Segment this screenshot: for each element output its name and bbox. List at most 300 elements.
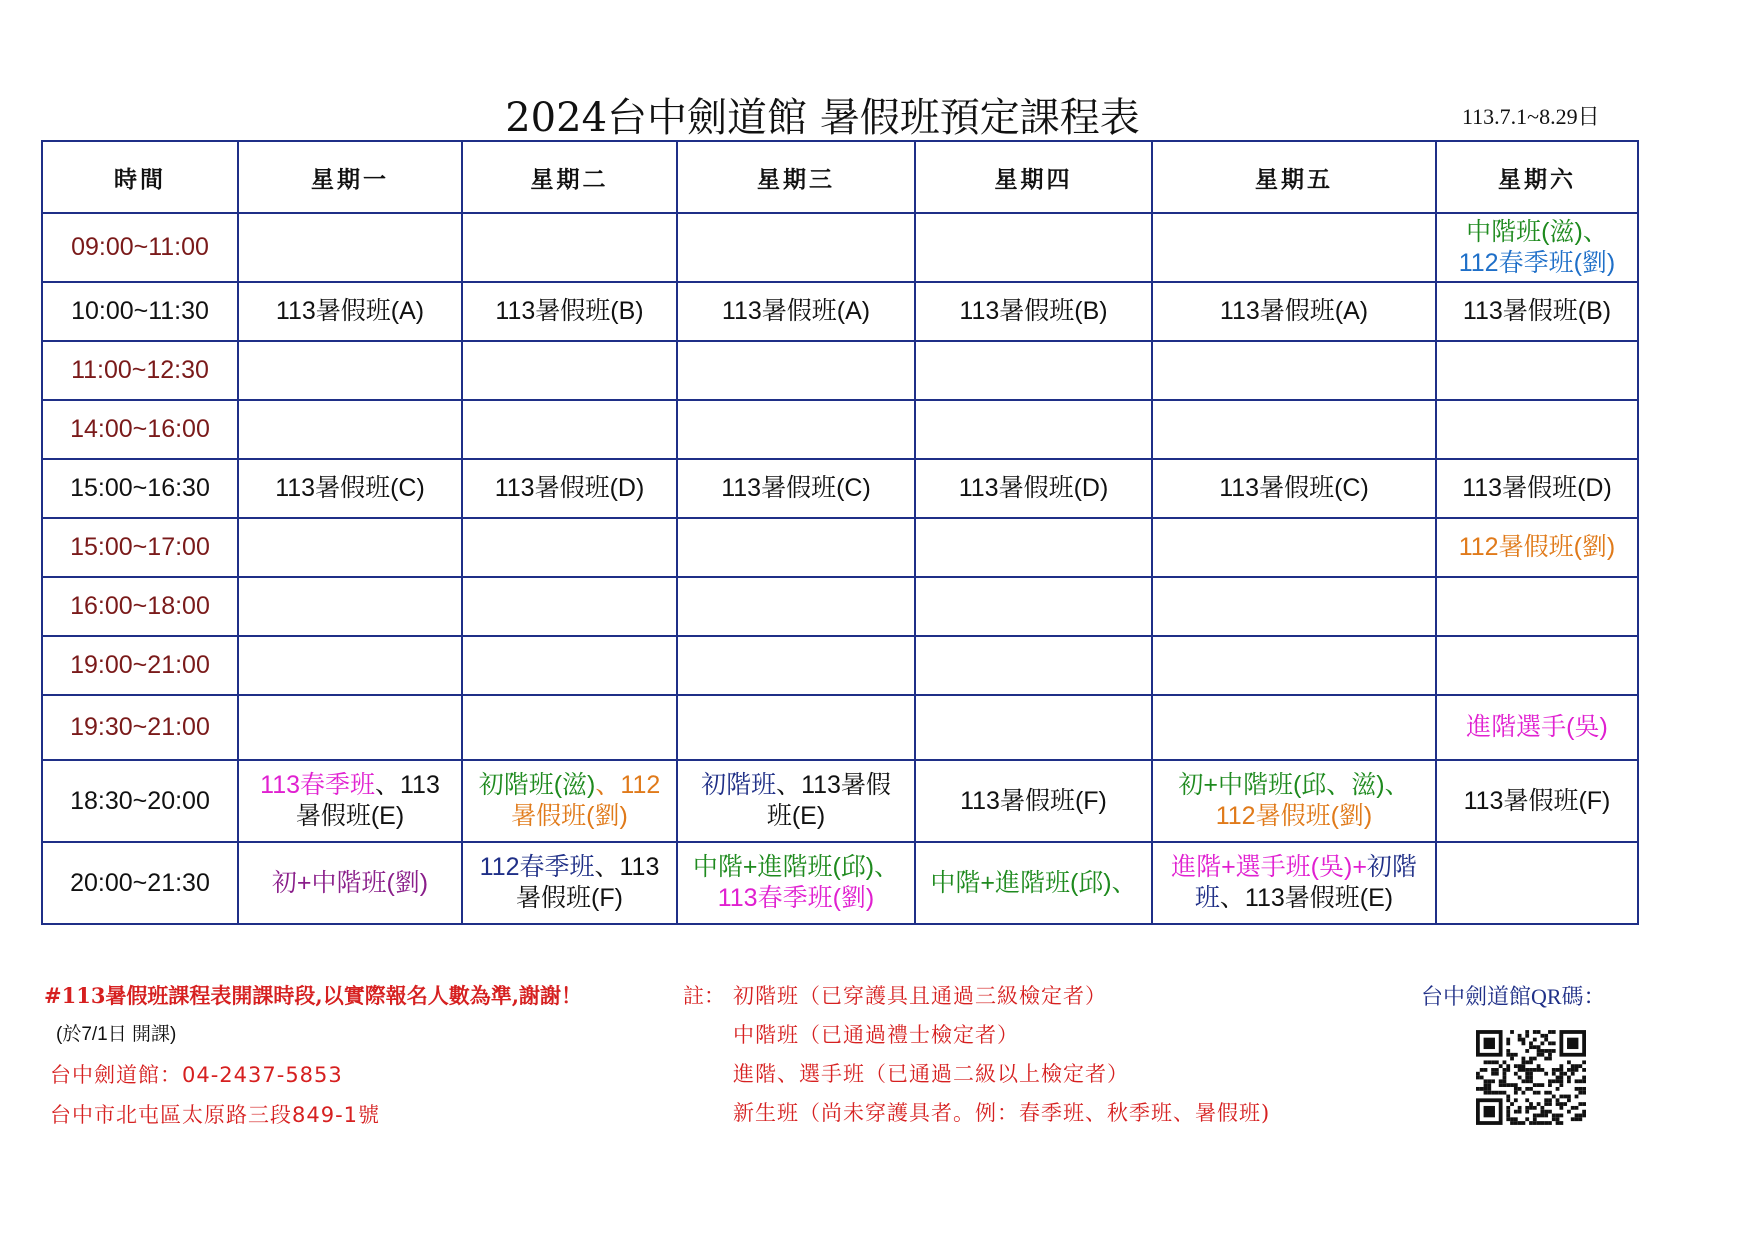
- class-cell-tuesday: [462, 842, 677, 924]
- qr-module: [1487, 1060, 1491, 1064]
- qr-module: [1544, 1121, 1548, 1125]
- class-label: 113暑假班(B): [959, 297, 1108, 325]
- header-thursday: 星期四: [915, 141, 1152, 213]
- schedule-row: [42, 459, 1638, 518]
- qr-module: [1559, 1095, 1563, 1099]
- class-cell-thursday: [915, 577, 1152, 636]
- footer-note-4: 新生班（尚未穿護具者。例：春季班、秋季班、暑假班): [733, 1101, 1271, 1125]
- qr-module: [1578, 1064, 1582, 1068]
- qr-module: [1476, 1087, 1480, 1091]
- class-cell-monday: [238, 459, 462, 518]
- qr-module: [1571, 1068, 1575, 1072]
- class-cell-wednesday: [677, 282, 915, 341]
- qr-module: [1533, 1117, 1537, 1121]
- class-cell-tuesday: [462, 518, 677, 577]
- qr-module: [1544, 1072, 1548, 1076]
- qr-module: [1582, 1114, 1586, 1118]
- qr-module: [1514, 1091, 1518, 1095]
- qr-module: [1529, 1106, 1533, 1110]
- qr-module: [1518, 1076, 1522, 1080]
- qr-module: [1529, 1045, 1533, 1049]
- qr-module: [1529, 1057, 1533, 1061]
- class-label: 113暑假班(F): [1463, 786, 1611, 815]
- qr-module: [1518, 1038, 1522, 1042]
- class-cell-saturday: [1436, 695, 1638, 760]
- qr-module: [1499, 1079, 1503, 1083]
- class-cell-thursday: [915, 842, 1152, 924]
- qr-module: [1518, 1087, 1522, 1091]
- qr-module: [1514, 1072, 1518, 1076]
- qr-module: [1559, 1079, 1563, 1083]
- qr-module: [1575, 1095, 1579, 1099]
- qr-module: [1525, 1110, 1529, 1114]
- header-tuesday: 星期二: [462, 141, 677, 213]
- class-cell-friday: [1152, 213, 1436, 282]
- qr-module: [1529, 1076, 1533, 1080]
- qr-module: [1495, 1068, 1499, 1072]
- qr-module: [1548, 1110, 1552, 1114]
- time-slot: 19:00~21:00: [42, 636, 238, 695]
- qr-module: [1503, 1060, 1507, 1064]
- qr-module: [1540, 1121, 1544, 1125]
- qr-module: [1514, 1098, 1518, 1102]
- qr-module: [1510, 1102, 1514, 1106]
- class-cell-monday: [238, 842, 462, 924]
- qr-module: [1529, 1068, 1533, 1072]
- qr-module: [1552, 1117, 1556, 1121]
- class-cell-saturday: [1436, 213, 1638, 282]
- qr-module: [1567, 1095, 1571, 1099]
- qr-module: [1525, 1079, 1529, 1083]
- qr-module: [1514, 1083, 1518, 1087]
- time-slot: 20:00~21:30: [42, 842, 238, 924]
- qr-module: [1518, 1110, 1522, 1114]
- qr-module: [1544, 1049, 1548, 1053]
- class-label: 113暑假班(C): [275, 474, 425, 502]
- footer-qr-label: 台中劍道館QR碼：: [1421, 984, 1606, 1009]
- class-label: 中階+進階班(邱)、: [692, 853, 900, 881]
- date-range: 113.7.1~8.29日: [1462, 104, 1600, 129]
- class-cell-thursday: [915, 518, 1152, 577]
- qr-module: [1506, 1117, 1510, 1121]
- class-cell-friday: [1152, 341, 1436, 400]
- qr-module: [1571, 1072, 1575, 1076]
- class-cell-friday: [1152, 695, 1436, 760]
- class-label: 中階班(滋)、: [1466, 217, 1608, 246]
- qr-module: [1510, 1053, 1514, 1057]
- class-cell-friday: [1152, 636, 1436, 695]
- class-cell-saturday: [1436, 400, 1638, 459]
- header-row: [42, 141, 1638, 213]
- qr-module: [1559, 1076, 1563, 1080]
- qr-module: [1510, 1030, 1514, 1034]
- qr-module: [1540, 1049, 1544, 1053]
- qr-module: [1540, 1068, 1544, 1072]
- qr-module: [1525, 1034, 1529, 1038]
- schedule-row: [42, 282, 1638, 341]
- qr-module: [1503, 1076, 1507, 1080]
- class-label: 113暑假班(A): [721, 297, 871, 325]
- qr-module: [1480, 1068, 1484, 1072]
- qr-module: [1578, 1091, 1582, 1095]
- qr-module: [1533, 1114, 1537, 1118]
- class-cell-tuesday: [462, 400, 677, 459]
- qr-module: [1529, 1072, 1533, 1076]
- time-slot: 14:00~16:00: [42, 400, 238, 459]
- class-cell-saturday: [1436, 282, 1638, 341]
- time-slot: 15:00~16:30: [42, 459, 238, 518]
- qr-module: [1544, 1034, 1548, 1038]
- qr-module: [1578, 1114, 1582, 1118]
- qr-module: [1487, 1079, 1491, 1083]
- qr-module: [1518, 1106, 1522, 1110]
- qr-module: [1529, 1087, 1533, 1091]
- qr-module: [1537, 1064, 1541, 1068]
- qr-module: [1556, 1121, 1560, 1125]
- qr-module: [1480, 1087, 1484, 1091]
- qr-module: [1525, 1117, 1529, 1121]
- class-cell-wednesday: [677, 341, 915, 400]
- schedule-row: [42, 577, 1638, 636]
- qr-module: [1525, 1072, 1529, 1076]
- class-cell-saturday: [1436, 518, 1638, 577]
- class-cell-tuesday: [462, 636, 677, 695]
- qr-module: [1506, 1110, 1510, 1114]
- qr-module: [1575, 1117, 1579, 1121]
- qr-module: [1537, 1049, 1541, 1053]
- header-wednesday: 星期三: [677, 141, 915, 213]
- class-label: 暑假班(E): [295, 802, 405, 830]
- class-label: 初階: [1366, 853, 1417, 881]
- qr-module: [1533, 1038, 1537, 1042]
- qr-module: [1548, 1121, 1552, 1125]
- qr-module: [1476, 1076, 1480, 1080]
- qr-module: [1548, 1053, 1552, 1057]
- qr-module: [1533, 1030, 1537, 1034]
- qr-module: [1525, 1106, 1529, 1110]
- class-label: 113暑假班(C): [1219, 474, 1369, 502]
- class-cell-saturday: [1436, 760, 1638, 842]
- qr-module: [1525, 1098, 1529, 1102]
- qr-module: [1556, 1076, 1560, 1080]
- qr-module: [1571, 1106, 1575, 1110]
- class-cell-tuesday: [462, 282, 677, 341]
- qr-module: [1567, 1068, 1571, 1072]
- qr-module: [1544, 1102, 1548, 1106]
- footer-address: 台中市北屯區太原路三段849-1號: [50, 1103, 381, 1127]
- qr-module: [1525, 1049, 1529, 1053]
- footer-note-label: 註：: [683, 984, 725, 1008]
- header-monday: 星期一: [238, 141, 462, 213]
- qr-module: [1548, 1030, 1552, 1034]
- qr-module: [1518, 1034, 1522, 1038]
- qr-module: [1484, 1038, 1495, 1049]
- header-saturday: 星期六: [1436, 141, 1638, 213]
- class-cell-monday: [238, 577, 462, 636]
- class-cell-friday: [1152, 518, 1436, 577]
- schedule-row: [42, 760, 1638, 842]
- qr-module: [1484, 1087, 1488, 1091]
- qr-module: [1582, 1102, 1586, 1106]
- qr-module: [1575, 1114, 1579, 1118]
- class-label: 初+中階班(邱、滋)、: [1178, 771, 1410, 799]
- class-cell-wednesday: [677, 213, 915, 282]
- qr-module: [1540, 1053, 1544, 1057]
- class-label: 112春季班(劉): [1458, 248, 1616, 277]
- time-slot: 09:00~11:00: [42, 213, 238, 282]
- class-cell-friday: [1152, 577, 1436, 636]
- class-cell-monday: [238, 636, 462, 695]
- qr-module: [1559, 1102, 1563, 1106]
- qr-module: [1484, 1106, 1495, 1117]
- qr-module: [1537, 1053, 1541, 1057]
- class-cell-thursday: [915, 695, 1152, 760]
- schedule-row: [42, 842, 1638, 924]
- qr-module: [1559, 1083, 1563, 1087]
- class-label: 113暑假班(F): [960, 786, 1107, 815]
- qr-module: [1522, 1038, 1526, 1042]
- qr-module: [1499, 1091, 1503, 1095]
- class-label: 113春季班(劉): [717, 884, 875, 912]
- footer-note-3: 進階、選手班（已通過二級以上檢定者）: [733, 1062, 1129, 1086]
- qr-module: [1484, 1068, 1488, 1072]
- qr-module: [1514, 1064, 1518, 1068]
- qr-module: [1548, 1091, 1552, 1095]
- class-cell-monday: [238, 695, 462, 760]
- qr-module: [1510, 1057, 1514, 1061]
- qr-module: [1582, 1110, 1586, 1114]
- qr-module: [1491, 1072, 1495, 1076]
- time-slot: 10:00~11:30: [42, 282, 238, 341]
- qr-module: [1495, 1060, 1499, 1064]
- qr-module: [1480, 1076, 1484, 1080]
- qr-module: [1575, 1079, 1579, 1083]
- qr-module: [1578, 1117, 1582, 1121]
- class-label: 進階+選手班(吳)+: [1171, 853, 1367, 881]
- qr-module: [1491, 1091, 1495, 1095]
- qr-module: [1559, 1072, 1563, 1076]
- qr-module: [1529, 1060, 1533, 1064]
- qr-module: [1514, 1087, 1518, 1091]
- class-cell-wednesday: [677, 760, 915, 842]
- qr-module: [1548, 1098, 1552, 1102]
- qr-module: [1559, 1064, 1563, 1068]
- qr-module: [1578, 1087, 1582, 1091]
- qr-module: [1525, 1060, 1529, 1064]
- class-cell-saturday: [1436, 577, 1638, 636]
- qr-module: [1529, 1079, 1533, 1083]
- footer-start-date: (於7/1日 開課): [56, 1024, 177, 1045]
- class-cell-monday: [238, 400, 462, 459]
- qr-module: [1503, 1083, 1507, 1087]
- qr-module: [1522, 1121, 1526, 1125]
- qr-module: [1548, 1079, 1552, 1083]
- qr-module: [1556, 1098, 1560, 1102]
- class-label: 、113: [594, 853, 660, 881]
- class-label: 、113暑假班(E): [1219, 884, 1394, 912]
- qr-module: [1563, 1095, 1567, 1099]
- qr-module: [1552, 1041, 1556, 1045]
- qr-module: [1514, 1053, 1518, 1057]
- qr-module: [1552, 1049, 1556, 1053]
- qr-module: [1518, 1068, 1522, 1072]
- qr-module: [1582, 1076, 1586, 1080]
- class-label: 暑假班(F): [516, 884, 623, 912]
- class-label: 、113: [375, 771, 440, 799]
- qr-module: [1552, 1068, 1556, 1072]
- class-label: 113暑假班(D): [1462, 474, 1612, 502]
- class-cell-tuesday: [462, 577, 677, 636]
- qr-module: [1476, 1072, 1480, 1076]
- qr-module: [1540, 1106, 1544, 1110]
- class-label: 、113暑假: [776, 771, 891, 799]
- class-cell-wednesday: [677, 842, 915, 924]
- qr-module: [1503, 1091, 1507, 1095]
- class-cell-wednesday: [677, 636, 915, 695]
- qr-module: [1567, 1079, 1571, 1083]
- class-cell-friday: [1152, 760, 1436, 842]
- qr-module: [1487, 1087, 1491, 1091]
- qr-module: [1540, 1114, 1544, 1118]
- qr-module: [1510, 1121, 1514, 1125]
- qr-module: [1556, 1068, 1560, 1072]
- qr-module: [1544, 1091, 1548, 1095]
- class-label: 初階班: [701, 771, 777, 799]
- class-label: 班: [1194, 884, 1220, 912]
- qr-module: [1582, 1079, 1586, 1083]
- qr-module: [1575, 1106, 1579, 1110]
- qr-code-icon[interactable]: [1476, 1030, 1586, 1125]
- qr-module: [1552, 1030, 1556, 1034]
- footer-notice: #113暑假班課程表開課時段,以實際報名人數為準,謝謝！: [44, 983, 583, 1008]
- class-cell-tuesday: [462, 760, 677, 842]
- class-cell-wednesday: [677, 400, 915, 459]
- qr-module: [1575, 1087, 1579, 1091]
- time-slot: 11:00~12:30: [42, 341, 238, 400]
- time-slot: 18:30~20:00: [42, 760, 238, 842]
- class-cell-tuesday: [462, 213, 677, 282]
- qr-module: [1582, 1068, 1586, 1072]
- qr-module: [1533, 1045, 1537, 1049]
- class-label: 113暑假班(A): [1219, 297, 1369, 325]
- class-label: 暑假班(劉): [511, 802, 628, 830]
- qr-module: [1522, 1057, 1526, 1061]
- qr-module: [1499, 1083, 1503, 1087]
- qr-module: [1522, 1068, 1526, 1072]
- class-cell-wednesday: [677, 577, 915, 636]
- qr-module: [1491, 1079, 1495, 1083]
- qr-module: [1567, 1110, 1571, 1114]
- qr-module: [1484, 1083, 1488, 1087]
- qr-module: [1540, 1041, 1544, 1045]
- qr-module: [1552, 1095, 1556, 1099]
- qr-module: [1582, 1087, 1586, 1091]
- class-cell-wednesday: [677, 695, 915, 760]
- qr-module: [1522, 1041, 1526, 1045]
- qr-module: [1559, 1121, 1563, 1125]
- qr-module: [1548, 1083, 1552, 1087]
- qr-module: [1582, 1060, 1586, 1064]
- class-cell-thursday: [915, 282, 1152, 341]
- schedule-row: [42, 518, 1638, 577]
- class-label: 113暑假班(D): [494, 474, 645, 502]
- qr-module: [1567, 1098, 1571, 1102]
- header-friday: 星期五: [1152, 141, 1436, 213]
- qr-module: [1506, 1083, 1510, 1087]
- qr-module: [1533, 1057, 1537, 1061]
- schedule-row: [42, 213, 1638, 282]
- qr-module: [1533, 1083, 1537, 1087]
- qr-module: [1548, 1057, 1552, 1061]
- qr-module: [1548, 1041, 1552, 1045]
- class-cell-tuesday: [462, 459, 677, 518]
- class-label: 112春季班: [479, 853, 595, 881]
- qr-module: [1503, 1072, 1507, 1076]
- qr-module: [1506, 1053, 1510, 1057]
- class-cell-thursday: [915, 400, 1152, 459]
- class-label: 113春季班: [260, 771, 375, 799]
- qr-module: [1522, 1060, 1526, 1064]
- qr-module: [1525, 1087, 1529, 1091]
- class-cell-thursday: [915, 213, 1152, 282]
- class-label: 進階選手(吳): [1466, 713, 1608, 741]
- schedule-row: [42, 695, 1638, 760]
- qr-module: [1533, 1068, 1537, 1072]
- qr-module: [1525, 1068, 1529, 1072]
- footer-note-2: 中階班（已通過禮士檢定者）: [733, 1023, 1019, 1047]
- schedule-row: [42, 400, 1638, 459]
- class-cell-thursday: [915, 459, 1152, 518]
- qr-module: [1533, 1106, 1537, 1110]
- class-label: 113暑假班(C): [721, 474, 871, 502]
- qr-module: [1578, 1102, 1582, 1106]
- qr-module: [1510, 1083, 1514, 1087]
- qr-module: [1540, 1083, 1544, 1087]
- time-slot: 16:00~18:00: [42, 577, 238, 636]
- qr-module: [1544, 1098, 1548, 1102]
- class-cell-wednesday: [677, 459, 915, 518]
- qr-module: [1544, 1057, 1548, 1061]
- qr-module: [1491, 1060, 1495, 1064]
- qr-module: [1552, 1072, 1556, 1076]
- qr-module: [1495, 1072, 1499, 1076]
- qr-module: [1548, 1049, 1552, 1053]
- schedule-table: [41, 140, 1639, 925]
- qr-module: [1559, 1068, 1563, 1072]
- class-label: 班(E): [766, 802, 826, 830]
- qr-module: [1544, 1114, 1548, 1118]
- qr-module: [1522, 1064, 1526, 1068]
- time-slot: 15:00~17:00: [42, 518, 238, 577]
- class-cell-monday: [238, 213, 462, 282]
- class-label: 、112: [595, 771, 661, 799]
- class-label: 113暑假班(B): [1462, 297, 1612, 325]
- qr-module: [1578, 1079, 1582, 1083]
- class-cell-saturday: [1436, 459, 1638, 518]
- qr-module: [1506, 1041, 1510, 1045]
- qr-module: [1529, 1102, 1533, 1106]
- qr-module: [1506, 1106, 1510, 1110]
- qr-module: [1529, 1121, 1533, 1125]
- qr-module: [1537, 1121, 1541, 1125]
- qr-module: [1506, 1068, 1510, 1072]
- qr-module: [1506, 1095, 1510, 1099]
- page-title: 2024台中劍道館 暑假班預定課程表: [505, 95, 1140, 141]
- time-slot: 19:30~21:00: [42, 695, 238, 760]
- class-cell-thursday: [915, 341, 1152, 400]
- schedule-row: [42, 636, 1638, 695]
- qr-module: [1484, 1091, 1488, 1095]
